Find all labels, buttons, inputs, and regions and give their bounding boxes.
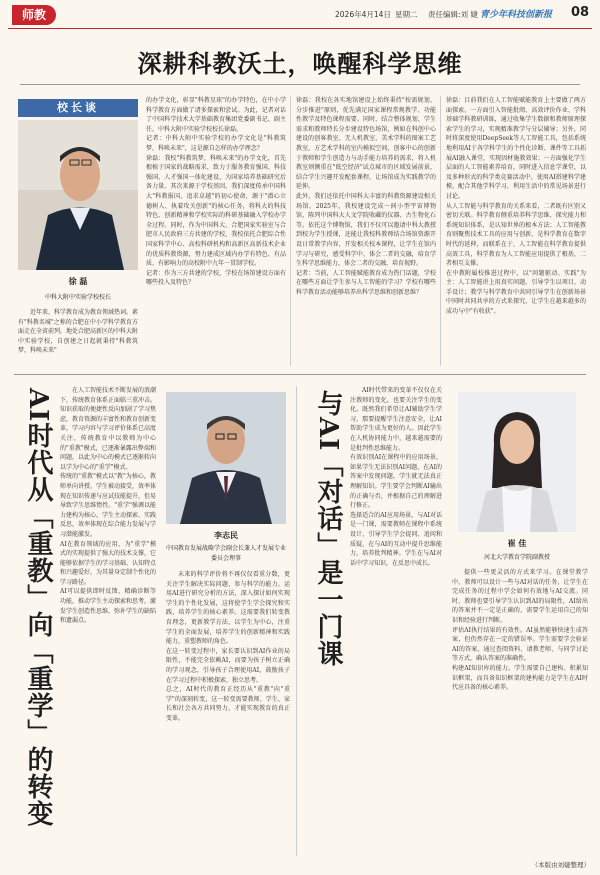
footer-note: （本版由刘婕整理）	[531, 861, 590, 869]
article-divider	[296, 386, 297, 856]
article3-title: 与AI「对话」是一门课	[313, 390, 343, 668]
profile1-intro: 近年来，科学教育成为教育领域热词。素有"科教名城"之称的合肥在中小学科学教育方面走在全省前列。地处合肥高新区的中科大附中实验学校，自创建之日起就秉持"科教筑梦，科唤未来"	[18, 309, 138, 355]
profile1-name: 徐 磊	[68, 277, 88, 286]
column-tag	[18, 99, 138, 117]
portrait-xu-lei	[18, 120, 138, 270]
column-tag-label: 校长谈	[57, 101, 99, 114]
portrait-li-zhimin-figure	[166, 392, 286, 524]
column-divider-1	[290, 96, 291, 366]
brand-logo: 青少年科技创新报	[480, 10, 553, 20]
issue-weekday: 星期二	[395, 10, 418, 19]
article3-column-b: 提供一些更灵活的方式来学习。在课堂教学中，教师可以设计一些与AI对话的任务，让学生在完成任务的过程中学会如何有效地与AI交流。同时，教师也要引导学生认识到AI的局限性，AI给出的答案并不一定是正确的，需要学生运用自己的知识和经验进行判断。 评估AI执行结果的有效性。AI虽然能够快速生成答案，但仍然存在一定的错误率。学生需要学会验证AI的答案，通过查阅资料、请教老师、与同学讨论等方式，确认答案的准确性。 构建AI知识库的能力。学生需要自己建构、积累知识框架，而具备知识框架的建构能力是学生在AI时代应具备的核心素养。	[452, 569, 588, 692]
portrait-cui-jia	[458, 392, 576, 532]
headline: 深耕科教沃土，唤醒科学思维	[137, 49, 463, 78]
interview-column-3: 徐磊：目前我们在人工智能赋能教育上主要做了两方面探索。一方面引入智能批阅、高效评价作业、学科基础学科教研训练，通过收集学生数据和教师原理探索学生的学习，实现精准教学与分层辅导；另外，同时将深度使用DeepSeek等人工智能工具，包括系统地利用AI于各学科学生的个性化诊断、课件等工具拓展AI融入课堂，实现因材施教效果；一方面强化学生层面的人工智能素养培育，同时进入信息学课堂，以及多种形式的科学类竞赛活动中，使用AI搭建科学建模，配合其他学科学习，利用生活中的常见场景进行讨论。 从人工智能与科学教育的关系来看，二者既有区别又密切关联。科学教育侧重培养科学思维、探究能力和系统知识体系，是认知世界的根本方法；人工智能教育则聚焦技术工具的应用与创新，是科学教育在数字时代的延伸，而联系在于，人工智能在科学教育提供高效工具，科学教育为人工智能应用提供了根基，二者相互支撑。 在中教附属校推进过程中，以"问题驱动、实践"为主：人工智能讲上用真实问题，引导学生以项目、动手设计；教学与科学教育中共同引导学生在创新场景中同时共同共享的方式来探究，让学生在越来越多的成功与中"有收获"。	[446, 97, 586, 316]
article2-column-b: 未来的科学评价将不再仅仅看重分数，更关注学生解决实际问题、参与科学的能力。运用AI进行研究分析的方法，深入探讨如何实现学生的个性化发展，这将使学生学会探究和实践，培养学生的核心素养。这需要我们转变教育理念，更新教学方法，以学生为中心，注重学生的全面发展，培养学生的创新精神和实践能力，重塑教师的角色。 在这一转变过程中，家长要认识到AI作业的局限性，不能完全依赖AI，而要为孩子树立正确的学习观念，引导孩子合理使用AI，鼓励孩子在学习过程中积极探索，独立思考。 总之，AI时代的教育正经历从"重教"向"重学"的深刻转变，这一转变需要教师、学生、家长和社会各方共同努力，才能实现教育的真正变革。	[166, 571, 290, 722]
page-header	[0, 0, 600, 30]
section-label: 师教	[21, 8, 46, 22]
article2-person-title: 中国教育发展战略学会副会长兼人才发展专业委员会理事	[166, 545, 287, 562]
article3-column-a: AI时代带来的变革不仅仅在关注教师的变化，也要关注学生的变化。既然我们希望让AI辅助学生学习，那要提醒学生注意安全，让AI帮助学生成为更好的人。因此学生在人机协同能力中，越来越需要的是批判性思维能力。 有效识别AI在课程中的应用场景，如果学生无法识别AI问题，在AI的答案中发现问题，学生就无法真正理解知识。学生要学会判断AI输出的正确与否，并根据自己的理解进行修正。 选择适合的AI应用场景，与AI对话是一门课，需要教师在课程中系统设计，引导学生学会提问、追问和质疑，在与AI的互动中提升思维能力，培养批判精神。学生在与AI对话中学习知识，在反思中成长。	[350, 387, 442, 567]
profile1-title: 中科大附中实验学校校长	[44, 294, 111, 301]
section-label-badge	[12, 5, 56, 25]
article2-column-a: 在人工智能技术不断发展的浪潮下，传统教育体系正面临三重冲击。知识获取的便捷性反向加剧了学习焦虑，教育资源的丰富性和教育创新变革，学习内容与学习评价体系已高度关注，传统教育中以教师为中心的"重教"模式，已逐渐暴露出弊端和问题，以此为中心的模式已逐渐转向以学为中心的"重学"模式。 传统的"重教"模式以"教"为核心，教师单向讲授，学生被动接受，效率体现在知识传递与应试技能提升，但易导致学生思维惰性。"重学"强调以能力建构为核心，学生主动探索、实践反思，效率体现在综合能力发展与学习潜能激发。 AI在教育领域的应用，为"重学"模式的实现提供了强大的技术支撑，它能够依据学生的学习基础、认知特点和兴趣爱好，为其量身定制个性化的学习路径。 AI可以提供即时反馈、精确诊断等功能，推动学生主动探索和思考，激发学生创造性思维，弥补学生的缺陷和遗漏点。	[60, 387, 156, 625]
interview-column-2: 徐磊：我校在各实地馆建设上始终秉持"按需规划、分步推进"原则，优先满足国家课程常规教学、功能性教学及特色课程需要。同时，结合整体规划、学生需求和教师特长分步建设特色场馆，例如在科创中心建设的创客教室、无人机教室、美术学科的图案工艺教室，方艺术学科的室内模拟空间，创客中心的创新于教师和学生创造力与动手能力培养的需求，将人机教室则侧重在"低空经济"试点城市的区域发展前景，结合学生兴趣开发配套课程，让场馆成为实践教学的延伸。 此外，我们还依托中国科大丰富的科教资源建设相关场馆。2025年，我校建设完成一间小型宇宙博物馆，陈列中国科大人文学院收藏的仪器、古生物化石等。依托这个博物馆，我们不仅可以邀请中科大教授到校为学生授课，还能让我校科教师结合场馆资源开设日常教学内容，开发相关校本课程，让学生在馆内学习与研究，感受科学中，体会二者的交融，培育学生科学思维能力，体会二者的交融，培育视野。 记者：当前，人工智能赋能教育成为热门话题，学校在哪些方面让学生参与人工智能的学习？学校有哪些科学教育活动能够培养出科学思维和创新思维？	[296, 97, 436, 296]
article2-title: AI时代从「重教」向「重学」的转变	[23, 388, 53, 828]
page-number: 08	[571, 5, 590, 20]
article2-person-name: 李志民	[214, 531, 238, 540]
portrait-xu-lei-figure	[18, 120, 138, 270]
issue-date: 2026年4月14日	[335, 10, 391, 19]
section-divider	[14, 374, 586, 375]
header-rule	[8, 28, 592, 29]
article3-person-title: 河北大学教育学院副教授	[483, 554, 550, 561]
editor-credit: 责任编辑:刘 婕	[428, 10, 478, 19]
article3-person-name: 崔 佳	[507, 539, 527, 548]
interview-column-1: 的办学文化，彰显"科教星球"的办学特色，在中小学科学教育方面做了诸多探索和尝试。为此，记者对话了中国科学技术大学基础教育集团党委副书记、副主任，中科大附中实验学校校长徐磊。 记者：中科大附中实验学校的办学文化是"科教筑梦，科唤未来"，这是源自怎样的办学理念？ 徐磊：我校"科教筑梦，科唤未来"的办学文化，首先根植于国家的战略需求，致力于服务教育强国、科技强国、人才强国一体化建设，为国家培养基础研究后备力量。其次来源于学校基因，我们深度传承中国科大"科教报国、追求卓越"的初心使命，源于"潜心立德树人、执着攻关创新"的核心任务，将科大的科技特色、创新精神和学校实际的科研基础融入学校办学全过程。同时，作为中国科大、合肥国家实验室与合肥市人民政府三方共建的学校，我校依托合肥综合性国家科学中心、高校科研机构和高新区高新技术企业的优质科教资源，努力建成区域内办学有特色、有品质、有影响力的高校附中九年一贯制学校。 记者：作为三方共建的学校，学校在场馆建设方面有哪些投入及特色？	[146, 97, 286, 287]
headline-rule	[20, 84, 580, 85]
portrait-cui-jia-figure	[458, 392, 576, 532]
portrait-li-zhimin	[166, 392, 286, 524]
column-divider-2	[440, 96, 441, 366]
